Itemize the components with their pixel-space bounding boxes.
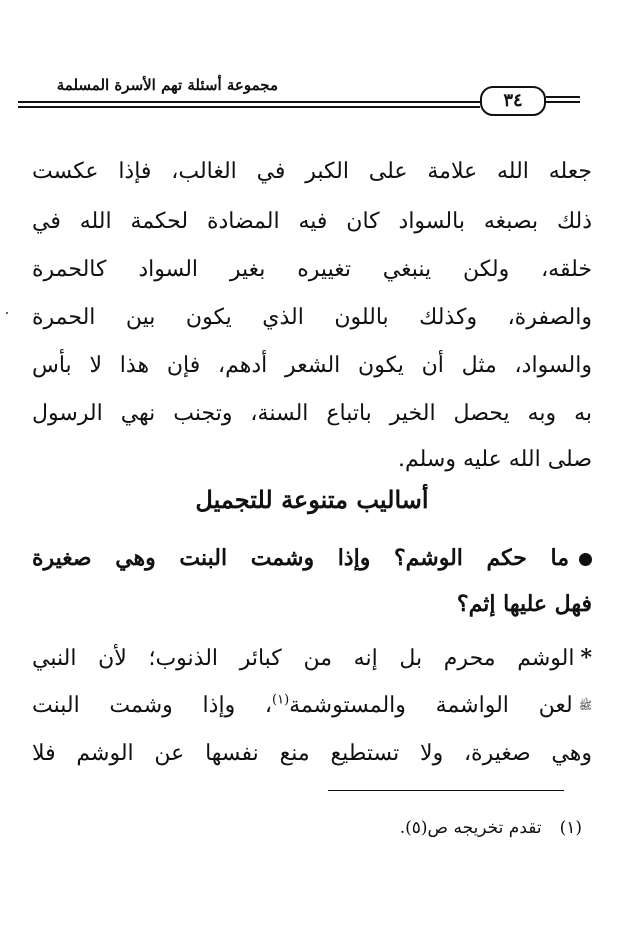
asterisk-icon: * — [580, 645, 592, 671]
text-line: جعله الله علامة على الكبر في الغالب، فإذا عكست — [32, 159, 592, 184]
section-heading: أساليب متنوعة للتجميل — [195, 485, 429, 514]
header-rule — [546, 101, 580, 103]
header-rule — [18, 106, 480, 108]
running-header — [18, 70, 578, 120]
text-line: صلى الله عليه وسلم. — [398, 447, 592, 472]
answer-line: *الوشم محرم بل إنه من كبائر الذنوب؛ لأن النبي — [32, 645, 592, 671]
question-line: فهل عليها إثم؟ — [456, 591, 592, 617]
margin-speck — [6, 312, 8, 314]
header-rule — [18, 101, 480, 103]
question-line: ما حكم الوشم؟ وإذا وشمت البنت وهي صغيرة — [32, 534, 592, 582]
footnote-separator — [328, 790, 564, 791]
footnote-number: (١) — [559, 818, 582, 838]
book-title: مجموعة أسئلة تهم الأسرة المسلمة — [56, 76, 278, 94]
footnote-reference: (١) — [272, 692, 290, 708]
answer-line: ﷺلعن الواشمة والمستوشمة$^{(١)}$، وإذا وشمت البنت — [32, 692, 592, 718]
salutation-glyph: ﷺ — [578, 699, 592, 712]
header-rule — [546, 96, 580, 98]
bullet-icon — [579, 553, 592, 566]
text-line: والصفرة، وكذلك باللون الذي يكون بين الحمرة — [32, 305, 592, 330]
text-line: خلقه، ولكن ينبغي تغييره بغير السواد كالحمرة — [32, 257, 592, 282]
footnote-text: تقدم تخريجه ص(٥). — [399, 818, 542, 838]
page-number: ٣٤ — [480, 86, 546, 116]
text-line: به وبه يحصل الخير باتباع السنة، وتجنب نهي الرسول — [32, 401, 592, 426]
text-line: ذلك بصبغه بالسواد كان فيه المضادة لحكمة الله في — [32, 209, 592, 234]
answer-line: وهي صغيرة، ولا تستطيع منع نفسها عن الوشم فلا — [32, 741, 592, 766]
text-line: والسواد، مثل أن يكون الشعر أدهم، فإن هذا لا بأس — [32, 353, 592, 378]
footnote — [400, 818, 582, 838]
